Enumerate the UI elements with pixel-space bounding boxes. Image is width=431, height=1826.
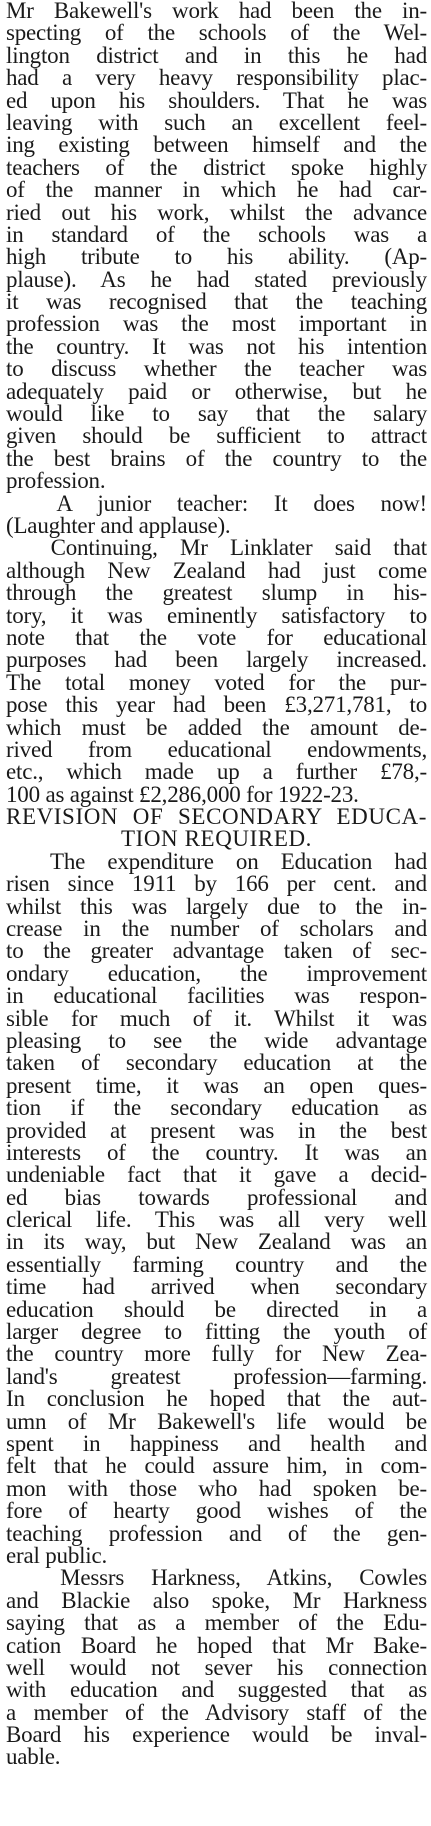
article-paragraph [6, 848, 427, 1568]
text-line: ed upon his shoulders. That he was [6, 87, 427, 113]
text-line: Messrs Harkness, Atkins, Cowles [6, 1565, 427, 1591]
text-line: the country. It was not his intention [6, 333, 427, 359]
text-line: land's greatest profession—farming. [6, 1363, 427, 1389]
text-line: larger degree to fitting the youth of [6, 1319, 427, 1345]
text-line: specting of the schools of the Wel- [6, 20, 427, 46]
text-line: cation Board he hoped that Mr Bake- [6, 1632, 427, 1658]
text-line: teaching profession and of the gen- [6, 1520, 427, 1546]
text-line: with education and suggested that as [6, 1677, 427, 1703]
text-line: whilst this was largely due to the in- [6, 893, 427, 919]
text-line: ed bias towards professional and [6, 1184, 427, 1210]
text-line: mon with those who had spoken be- [6, 1475, 427, 1501]
text-line: present time, it was an open ques- [6, 1072, 427, 1098]
text-line: spent in happiness and health and [6, 1431, 427, 1456]
text-line: in standard of the schools was a [6, 221, 427, 247]
text-line: profession was the most important in [6, 311, 427, 337]
text-line: 100 as against £2,286,000 for 1922-23. [6, 781, 359, 807]
text-line: given should be sufficient to attract [6, 423, 427, 449]
text-line: undeniable fact that it gave a decid- [6, 1162, 427, 1188]
text-line: In conclusion he hoped that the aut- [6, 1386, 427, 1412]
text-line: saying that as a member of the Edu- [6, 1610, 427, 1636]
text-line: eral public. [6, 1542, 108, 1568]
text-line: adequately paid or otherwise, but he [6, 378, 427, 404]
text-line: risen since 1911 by 166 per cent. and [6, 871, 427, 897]
article-paragraph [6, 490, 427, 538]
text-line: provided at present was in the best [6, 1117, 427, 1143]
text-line: The expenditure on Education had [6, 848, 427, 874]
text-line: profession. [6, 468, 106, 494]
text-line: education should be directed in a [6, 1296, 427, 1322]
text-line: teachers of the district spoke highly [6, 154, 427, 180]
text-line: well would not sever his connection [6, 1654, 427, 1680]
text-line: purposes had been largely increased. [6, 647, 427, 673]
text-line: rived from educational endowments, [6, 736, 427, 762]
text-line: Mr Bakewell's work had been the in- [6, 0, 427, 23]
text-line: to the greater advantage taken of sec- [6, 938, 427, 964]
text-line: uable. [6, 1744, 61, 1770]
text-line: sible for much of it. Whilst it was [6, 1005, 427, 1031]
text-line: in its way, but New Zealand was an [6, 1229, 427, 1255]
text-line: through the greatest slump in his- [6, 580, 427, 606]
text-line: time had arrived when secondary [6, 1274, 427, 1300]
article-text [6, 0, 427, 1769]
text-line: TION REQUIRED. [120, 826, 313, 852]
text-line: a member of the Advisory staff of the [6, 1699, 427, 1725]
text-line: which must be added the amount de- [6, 714, 427, 740]
text-line: leaving with such an excellent feel- [6, 109, 427, 135]
text-line: crease in the number of scholars and [6, 916, 427, 942]
text-line: tion if the secondary education as [6, 1095, 427, 1121]
section-heading [6, 806, 427, 851]
text-line: in educational facilities was respon- [6, 983, 427, 1009]
text-line: although New Zealand had just come [6, 557, 427, 583]
text-line: high tribute to his ability. (Ap- [6, 244, 427, 270]
text-line: ing existing between himself and the [6, 132, 427, 158]
article-paragraph [6, 0, 427, 493]
text-line: plause). As he had stated previously [6, 266, 427, 292]
text-line: pleasing to see the wide advantage [6, 1027, 427, 1053]
article-paragraph [6, 1567, 427, 1769]
text-line: of the manner in which he had car- [6, 177, 427, 203]
text-line: taken of secondary education at the [6, 1050, 427, 1076]
text-line: ondary education, the improvement [6, 960, 427, 986]
text-line: pose this year had been £3,271,781, to [6, 692, 427, 718]
text-line: interests of the country. It was an [6, 1139, 427, 1165]
text-line: A junior teacher: It does now! [6, 490, 427, 516]
article-paragraph [6, 537, 427, 806]
text-line: to discuss whether the teacher was [6, 356, 427, 382]
text-line: umn of Mr Bakewell's life would be [6, 1408, 427, 1434]
text-line: Continuing, Mr Linklater said that [6, 535, 427, 561]
text-line: ried out his work, whilst the advance [6, 199, 427, 225]
text-line: and Blackie also spoke, Mr Harkness [6, 1587, 427, 1613]
text-line: (Laughter and applause). [6, 512, 231, 538]
text-line: lington district and in this he had [6, 42, 427, 68]
text-line: Board his experience would be inval- [6, 1722, 427, 1748]
text-line: the country more fully for New Zea- [6, 1341, 427, 1367]
text-line: clerical life. This was all very well [6, 1207, 427, 1233]
text-line: fore of hearty good wishes of the [6, 1498, 427, 1524]
text-line: it was recognised that the teaching [6, 289, 427, 315]
text-line: The total money voted for the pur- [6, 669, 427, 695]
text-line: note that the vote for educational [6, 624, 427, 650]
text-line: had a very heavy responsibility plac- [6, 65, 427, 91]
text-line: etc., which made up a further £78,- [6, 759, 427, 785]
text-line: REVISION OF SECONDARY EDUCA- [6, 804, 427, 830]
text-line: essentially farming country and the [6, 1251, 427, 1277]
text-line: tory, it was eminently satisfactory to [6, 602, 427, 628]
text-line: the best brains of the country to the [6, 445, 427, 471]
text-line: felt that he could assure him, in com- [6, 1453, 427, 1479]
text-line: would like to say that the salary [6, 401, 427, 427]
